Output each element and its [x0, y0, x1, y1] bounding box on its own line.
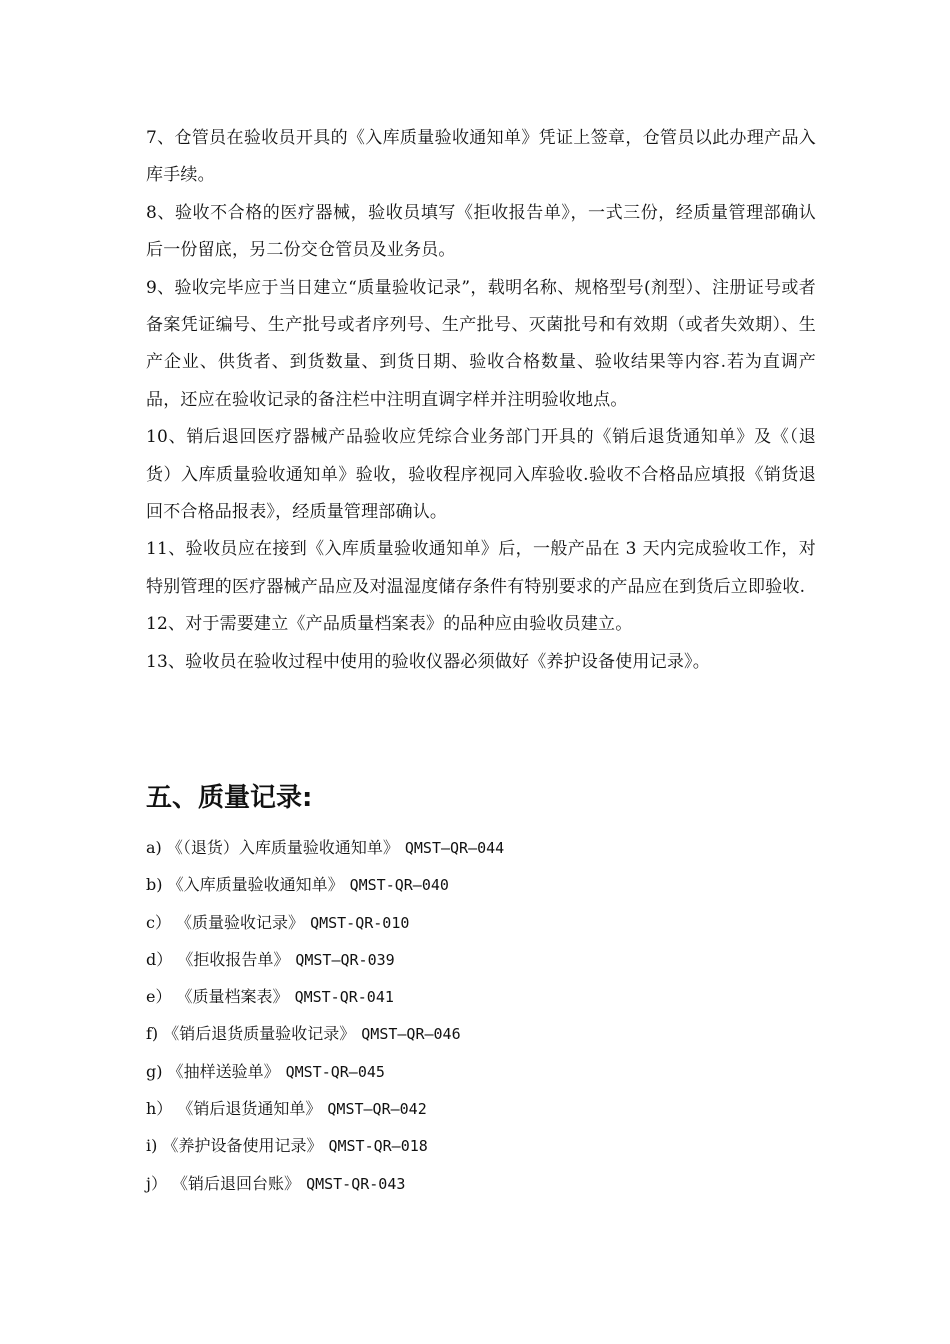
record-code: QMST-QR-043	[306, 1174, 406, 1193]
record-label: f) 《销后退货质量验收记录》	[146, 1024, 356, 1044]
record-item-c	[146, 904, 796, 941]
record-item-e	[146, 978, 796, 1015]
record-label: b) 《入库质量验收通知单》	[146, 875, 344, 895]
record-code: QMST-QR-041	[294, 988, 394, 1007]
record-label: c） 《质量验收记录》	[146, 912, 305, 932]
record-label: e） 《质量档案表》	[146, 987, 289, 1007]
record-label: h） 《销后退货通知单》	[146, 1099, 322, 1119]
procedure-item-13: 13、验收员在验收过程中使用的验收仪器必须做好《养护设备使用记录》。	[146, 651, 710, 672]
record-item-j	[146, 1165, 796, 1202]
procedure-item-8: 8、验收不合格的医疗器械，验收员填写《拒收报告单》，一式三份，经质量管理部确认后一份留底，另二份交仓管员及业务员。	[146, 202, 816, 261]
record-item-d	[146, 941, 796, 978]
record-code: QMST-QR—045	[285, 1062, 385, 1081]
procedure-item-11: 11、验收员应在接到《入库质量验收通知单》后，一般产品在 3 天内完成验收工作，对特别管理的医疗器械产品应及对温湿度储存条件有特别要求的产品应在到货后立即验收.	[146, 539, 816, 597]
procedure-item-12: 12、对于需要建立《产品质量档案表》的品种应由验收员建立。	[146, 614, 633, 635]
procedure-item-10: 10、销后退回医疗器械产品验收应凭综合业务部门开具的《销后退货通知单》及《（退货）入库质量验收通知单》验收，验收程序视同入库验收.验收不合格品应填报《销货退回不合格品报表》，经质量管理部确认。	[146, 427, 816, 523]
record-item-a	[146, 829, 796, 866]
quality-records-list	[146, 829, 796, 1202]
record-code: QMST—QR—044	[404, 839, 505, 857]
record-code: QMST-QR—018	[328, 1137, 428, 1156]
record-label: a) 《（退货）入库质量验收通知单》	[146, 838, 399, 857]
record-code: QMST-QR—040	[349, 876, 449, 895]
record-label: g) 《抽样送验单》	[146, 1061, 280, 1081]
record-code: QMST—QR—042	[327, 1100, 427, 1119]
record-label: d） 《拒收报告单》	[146, 949, 290, 969]
procedure-item-9: 9、验收完毕应于当日建立“质量验收记录”，载明名称、规格型号(剂型）、注册证号或者备案凭证编号、生产批号或者序列号、生产批号、灭菌批号和有效期（或者失效期）、生产企业、供货者、到货数量、到货日期、验收合格数量、验收结果等内容.若为直调产品，还应在验收记录的备注栏中注明直调字样并注明验收地点。	[146, 277, 816, 410]
record-item-b	[146, 866, 796, 903]
record-item-h	[146, 1090, 796, 1127]
record-item-i	[146, 1127, 796, 1164]
record-item-g	[146, 1053, 796, 1090]
record-item-f	[146, 1015, 796, 1052]
section-heading-quality-records: 五、质量记录:	[146, 783, 313, 813]
record-label: j） 《销后退回台账》	[146, 1173, 301, 1193]
record-code: QMST—QR-039	[295, 950, 395, 969]
record-label: i) 《养护设备使用记录》	[146, 1136, 323, 1156]
record-code: QMST-QR-010	[310, 913, 410, 932]
record-code: QMST—QR—046	[361, 1025, 461, 1044]
procedure-text	[146, 120, 816, 681]
procedure-item-7: 7、仓管员在验收员开具的《入库质量验收通知单》凭证上签章，仓管员以此办理产品入库手续。	[146, 128, 816, 186]
